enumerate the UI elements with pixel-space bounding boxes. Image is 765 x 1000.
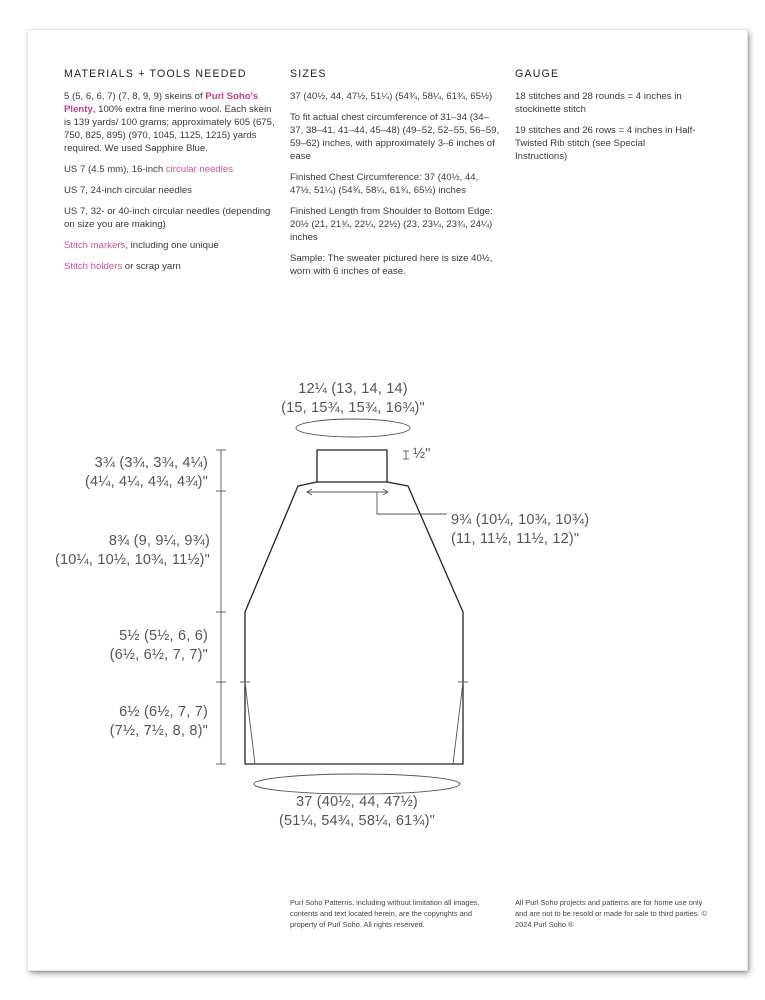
yarn-text: 5 (5, 6, 6, 7) (7, 8, 9, 9) skeins of bbox=[64, 91, 206, 102]
sample-note: Sample: The sweater pictured here is size 40½, worn with 6 inches of ease. bbox=[290, 253, 493, 277]
body-height-line1: 5½ (5½, 6, 6) bbox=[119, 628, 208, 644]
circular-needles-link[interactable]: circular needles bbox=[165, 164, 234, 175]
bottom-circumference-line1: 37 (40½, 44, 47½) bbox=[296, 794, 418, 810]
sweater-outline bbox=[245, 450, 463, 764]
bottom-circumference-measurement bbox=[257, 793, 457, 831]
stitch-markers-link[interactable]: Stitch markers bbox=[64, 240, 126, 251]
hem-height-line1: 6½ (6½, 7, 7) bbox=[119, 704, 208, 720]
yoke-height-line1: 3¾ (3¾, 3¾, 4¼) bbox=[94, 455, 208, 471]
left-hem-slit bbox=[245, 682, 255, 764]
yoke-height-measurement bbox=[40, 454, 208, 492]
hem-height-measurement bbox=[40, 703, 208, 741]
finished-chest: Finished Chest Circumference: 37 (40½, 44, 47½, 51¼) (54¾, 58¼, 61¾, 65½) inches bbox=[290, 172, 479, 196]
collar-height-label: ½" bbox=[413, 446, 431, 462]
usage-notice: All Purl Soho projects and patterns are for home use only and are not to be resold or made for sale to third parties. © 2024 Purl Soho ® bbox=[515, 898, 707, 929]
yarn-details: , 100% extra fine merino wool. Each skein is 139 yards/ 100 grams; approximately 605 (675, 750, 825, 895) (970, 1045, 1125, 1215) yards required. We used Sapphire Blue. bbox=[64, 104, 275, 154]
neck-measurement-line1: 12¼ (13, 14, 14) bbox=[298, 381, 408, 397]
gauge-heading: GAUGE bbox=[515, 68, 560, 80]
materials-heading: MATERIALS + TOOLS NEEDED bbox=[64, 68, 247, 80]
sizes-heading: SIZES bbox=[290, 68, 327, 80]
neck-measurement bbox=[253, 380, 453, 418]
bottom-circumference-line2: (51¼, 54¾, 58¼, 61¾)" bbox=[278, 813, 436, 829]
stitch-holders-text: or scrap yarn bbox=[122, 261, 181, 272]
needles-24-inch: US 7, 24-inch circular needles bbox=[64, 185, 192, 196]
stitch-holders-link[interactable]: Stitch holders bbox=[64, 261, 123, 272]
needles-16-text: US 7 (4.5 mm), 16-inch bbox=[64, 164, 166, 175]
raglan-height-line2: (10¼, 10½, 10¾, 11½)" bbox=[55, 552, 210, 568]
yoke-height-line2: (4¼, 4¼, 4¾, 4¾)" bbox=[84, 474, 208, 490]
sizes-list: 37 (40½, 44, 47½, 51¼) (54¾, 58¼, 61¾, 65½) bbox=[290, 91, 493, 102]
right-hem-slit bbox=[453, 682, 463, 764]
finished-length: Finished Length from Shoulder to Bottom Edge: 20½ (21, 21¾, 22¼, 22½) (23, 23¼, 23¾, 24¼) inches bbox=[290, 206, 493, 243]
body-height-measurement bbox=[40, 627, 208, 665]
gauge-rib: 19 stitches and 26 rows = 4 inches in Half-Twisted Rib stitch (see Special Instructions) bbox=[515, 125, 696, 162]
raglan-height-measurement bbox=[40, 532, 210, 570]
plenty-yarn-link[interactable]: Purl Soho's Plenty bbox=[64, 91, 259, 115]
copyright-notice: Purl Soho Patterns, including without limitation all images, contents and text located herein, are the copyrights and property of Purl Soho. All rights reserved. bbox=[290, 898, 480, 929]
gauge-stockinette: 18 stitches and 28 rounds = 4 inches in stockinette stitch bbox=[515, 91, 682, 115]
needles-long: US 7, 32- or 40-inch circular needles (depending on size you are making) bbox=[64, 206, 271, 230]
upper-width-line1: 9¾ (10¼, 10¾, 10¾) bbox=[451, 512, 590, 528]
upper-width-measurement bbox=[451, 511, 611, 549]
fit-description: To fit actual chest circumference of 31–34 (34–37, 38–41, 41–44, 45–48) (49–52, 52–55, 56–59, 59–62) inches, with approximately 3–6 inches of ease bbox=[290, 112, 500, 162]
neck-circumference-ellipse bbox=[296, 419, 410, 437]
raglan-height-line1: 8¾ (9, 9¼, 9¾) bbox=[108, 533, 210, 549]
neck-measurement-line2: (15, 15¾, 15¾, 16¾)" bbox=[281, 400, 425, 416]
body-height-line2: (6½, 6½, 7, 7)" bbox=[109, 647, 208, 663]
upper-width-line2: (11, 11½, 11½, 12)" bbox=[451, 531, 580, 547]
bottom-circumference-ellipse bbox=[254, 774, 460, 794]
hem-height-line2: (7½, 7½, 8, 8)" bbox=[109, 723, 208, 739]
stitch-markers-text: , including one unique bbox=[125, 240, 219, 251]
